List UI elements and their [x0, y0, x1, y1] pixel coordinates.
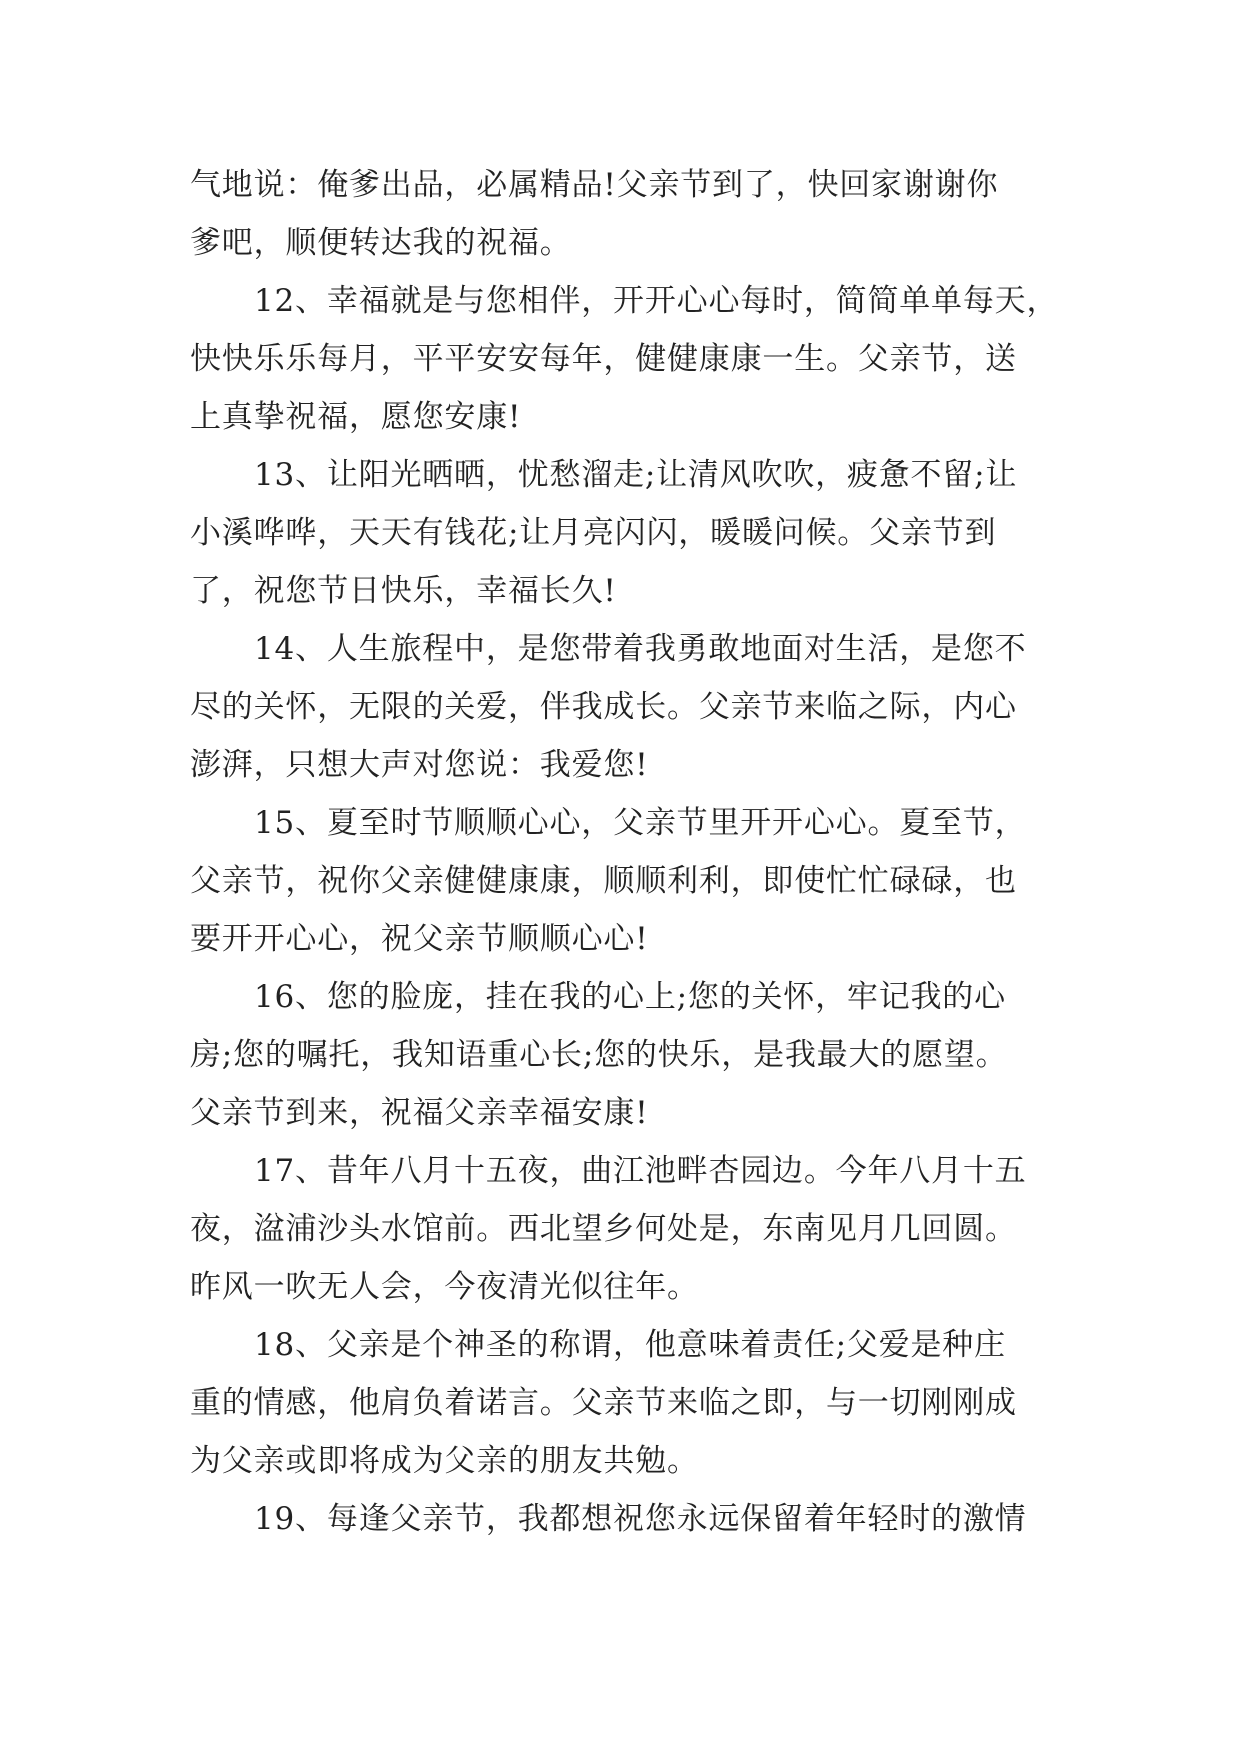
paragraph-16-line: 房;您的嘱托，我知语重心长;您的快乐，是我最大的愿望。	[190, 1037, 1008, 1073]
paragraph-17-line: 17、昔年八月十五夜，曲江池畔杏园边。今年八月十五	[254, 1153, 1027, 1189]
paragraph-14-line: 14、人生旅程中，是您带着我勇敢地面对生活，是您不	[254, 631, 1027, 667]
paragraph-17-line: 昨风一吹无人会，今夜清光似往年。	[190, 1269, 699, 1305]
text-line: 爹吧，顺便转达我的祝福。	[190, 225, 572, 261]
paragraph-14-line: 尽的关怀，无限的关爱，伴我成长。父亲节来临之际，内心	[190, 689, 1017, 725]
document-body	[190, 156, 1070, 1548]
paragraph-12-line: 上真挚祝福，愿您安康!	[190, 399, 522, 435]
paragraph-17-line: 夜，湓浦沙头水馆前。西北望乡何处是，东南见月几回圆。	[190, 1211, 1017, 1247]
paragraph-13-line: 了，祝您节日快乐，幸福长久!	[190, 573, 617, 609]
paragraph-13-line: 小溪哗哗，天天有钱花;让月亮闪闪，暖暖问候。父亲节到	[190, 515, 997, 551]
paragraph-16-line: 父亲节到来，祝福父亲幸福安康!	[190, 1095, 649, 1131]
text-line: 气地说：俺爹出品，必属精品!父亲节到了，快回家谢谢你	[190, 167, 999, 203]
paragraph-15-line: 父亲节，祝你父亲健健康康，顺顺利利，即使忙忙碌碌，也	[190, 863, 1017, 899]
paragraph-14-line: 澎湃，只想大声对您说：我爱您!	[190, 747, 649, 783]
paragraph-15-line: 要开开心心，祝父亲节顺顺心心!	[190, 921, 649, 957]
paragraph-18-line: 重的情感，他肩负着诺言。父亲节来临之即，与一切刚刚成	[190, 1385, 1017, 1421]
paragraph-12-line: 12、幸福就是与您相伴，开开心心每时，简简单单每天，	[254, 283, 1059, 319]
paragraph-15-line: 15、夏至时节顺顺心心，父亲节里开开心心。夏至节，	[254, 805, 1027, 841]
paragraph-13-line: 13、让阳光晒晒，忧愁溜走;让清风吹吹，疲惫不留;让	[254, 457, 1018, 493]
paragraph-16-line: 16、您的脸庞，挂在我的心上;您的关怀，牢记我的心	[254, 979, 1006, 1015]
paragraph-18-line: 18、父亲是个神圣的称谓，他意味着责任;父爱是种庄	[254, 1327, 1006, 1363]
paragraph-12-line: 快快乐乐每月，平平安安每年，健健康康一生。父亲节，送	[190, 341, 1017, 377]
paragraph-19-line: 19、每逢父亲节，我都想祝您永远保留着年轻时的激情	[254, 1501, 1027, 1537]
paragraph-18-line: 为父亲或即将成为父亲的朋友共勉。	[190, 1443, 699, 1479]
